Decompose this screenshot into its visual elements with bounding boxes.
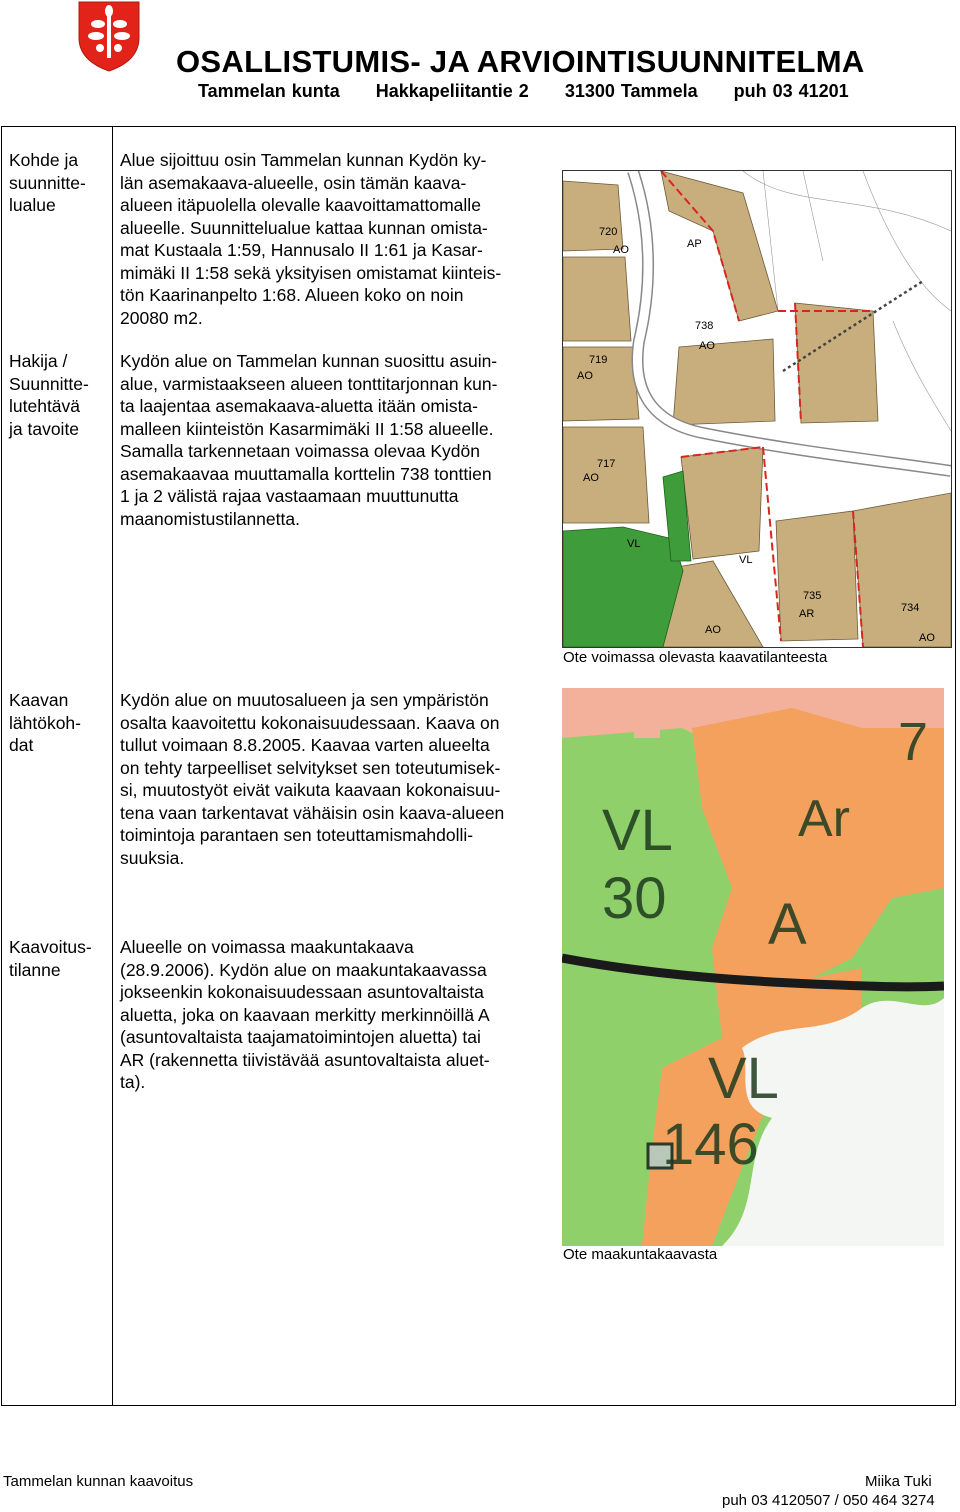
- map2-label: Ar: [798, 790, 850, 848]
- footer-department: Tammelan kunnan kaavoitus: [3, 1473, 194, 1490]
- map1-label: 734: [901, 602, 920, 614]
- phone: puh 03 41201: [733, 81, 849, 101]
- footer-contact-name: Miika Tuki: [865, 1473, 932, 1490]
- map1-label: 735: [803, 590, 822, 602]
- map2-caption: Ote maakuntakaavasta: [563, 1246, 718, 1263]
- map2-label: VL: [708, 1046, 779, 1111]
- map1-label: 720: [599, 226, 618, 238]
- row-label-lahtokohdat: Kaavan lähtökoh- dat: [9, 690, 81, 755]
- map1-label: AO: [919, 632, 935, 644]
- map1-label: AR: [799, 608, 815, 620]
- row-text-kaavoitustilanne: Alueelle on voimassa maakuntakaava (28.9.2006). Kydön alue on maakuntakaavassa jokseenkin kokonaisuudessaan asuntovaltaista aluetta, joka on kaavaan merkitty merkinnöillä A (asuntovaltaista taajamatoimintojen aluetta) tai AR (rakennetta tiivistävää asuntovaltaista aluet- ta).: [120, 937, 490, 1092]
- contact-line: [198, 81, 849, 102]
- row-text-kohde: Alue sijoittuu osin Tammelan kunnan Kydön ky- län asemakaava-alueelle, osin tämän kaava- alueen itäpuolella olevalle kaavoittamattomalle alueelle. Suunnittelualue kattaa kunnan omista- mat Kustaala 1:59, Hannusalo II 1:61 ja Kasar- mimäki II 1:58 sekä yksityisen omistamat kiinteis- tön Kaarinanpelto 1:68. Alueen koko on noin 20080 m2.: [120, 150, 502, 328]
- map1-label: VL: [627, 538, 641, 550]
- column-divider: [112, 126, 113, 1406]
- map2-label: A: [768, 892, 807, 957]
- map1-label: 738: [695, 320, 714, 332]
- document-title: OSALLISTUMIS- JA ARVIOINTISUUNNITELMA: [176, 44, 865, 79]
- footer-contact-phone: puh 03 4120507 / 050 464 3274: [722, 1492, 935, 1509]
- coat-of-arms-icon: [76, 0, 142, 72]
- map1-label: VL: [739, 554, 753, 566]
- detailed-plan-map: [562, 170, 952, 648]
- address: Hakkapeliitantie 2: [375, 81, 529, 101]
- map1-label: AO: [699, 340, 715, 352]
- row-text-hakija: Kydön alue on Tammelan kunnan suosittu asuin- alue, varmistaakseen alueen tonttitarjonnan kun- ta laajentaa asemakaava-aluetta itään omista- malleen kiinteistön Kasarmimäki II 1:58 alueelle. Samalla tarkennetaan voimassa olevaa Kydön asemakaavaa muuttamalla korttelin 738 tonttien 1 ja 2 välistä rajaa vastaamaan muuttunutta maanomistustilannetta.: [120, 351, 498, 529]
- map2-label: 7: [898, 712, 929, 772]
- map1-label: AP: [687, 238, 702, 250]
- map1-label: AO: [583, 472, 599, 484]
- map1-label: 717: [597, 458, 616, 470]
- municipality-name: Tammelan kunta: [198, 81, 340, 101]
- row-label-hakija: Hakija / Suunnitte- lutehtävä ja tavoite: [9, 351, 89, 439]
- postal-code: 31300 Tammela: [564, 81, 698, 101]
- row-text-lahtokohdat: Kydön alue on muutosalueen ja sen ympäristön osalta kaavoitettu kokonaisuudessaan. Kaava on tullut voimaan 8.8.2005. Kaavaa varten alueelta on tehty tarpeelliset selvitykset sen toteutumisek- si, muutostyöt eivät vaikuta kaavaan kokonaisuu- tena vaan tarkentavat vähäisin osin kaava-alueen toimintoja parantaen sen toteuttamismahdolli- suuksia.: [120, 690, 505, 868]
- map1-label: AO: [577, 370, 593, 382]
- map1-label: AO: [705, 624, 721, 636]
- map1-label: AO: [613, 244, 629, 256]
- map1-caption: Ote voimassa olevasta kaavatilanteesta: [563, 649, 828, 666]
- regional-plan-map: [562, 688, 944, 1246]
- row-label-kaavoitustilanne: Kaavoitus- tilanne: [9, 937, 92, 980]
- map2-label: VL: [602, 798, 673, 863]
- map2-label: 30: [602, 866, 667, 931]
- map1-label: 719: [589, 354, 608, 366]
- row-label-kohde: Kohde ja suunnitte- lualue: [9, 150, 86, 215]
- map2-label: 146: [662, 1112, 759, 1177]
